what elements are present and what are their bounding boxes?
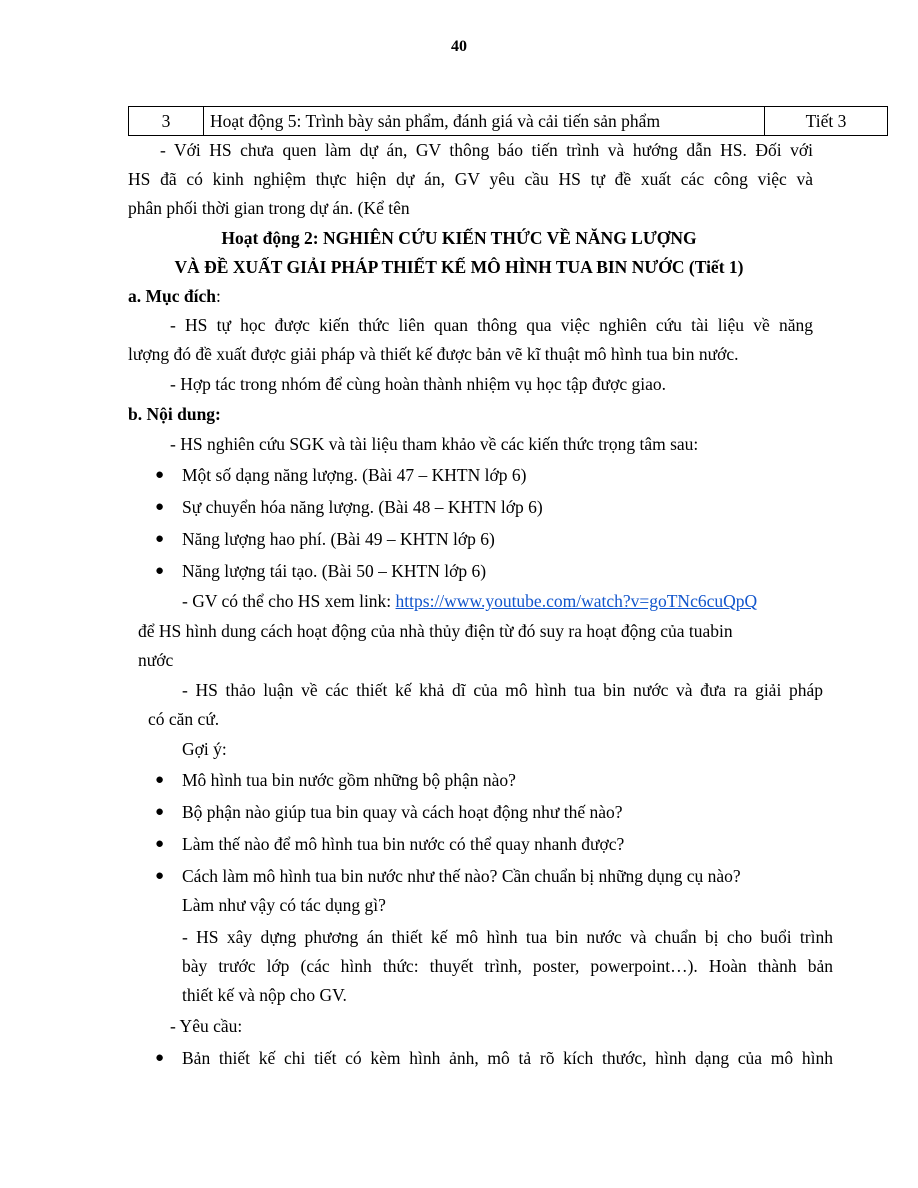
row-number: 3 [129,107,204,136]
topic-item: Năng lượng tái tạo. (Bài 50 – KHTN lớp 6) [182,561,487,581]
page-number: 40 [451,38,467,55]
topic-item: Năng lượng hao phí. (Bài 49 – KHTN lớp 6) [182,529,495,549]
purpose-line-3: - Hợp tác trong nhóm để cùng hoàn thành nhiệm vụ học tập được giao. [170,374,666,394]
plan-line-2: bày trước lớp (các hình thức: thuyết trình, poster, powerpoint…). Hoàn thành bản [182,956,833,976]
hint-item: Làm thế nào để mô hình tua bin nước có thể quay nhanh được? [182,834,625,854]
row-period: Tiết 3 [765,107,888,136]
purpose-heading [128,285,221,307]
bullet-icon: ● [155,836,165,852]
bullet-icon: ● [155,563,165,579]
purpose-line-2: lượng đó đề xuất được giải pháp và thiết kế được bản vẽ kĩ thuật mô hình tua bin nước. [128,344,739,364]
video-link-line [182,590,757,612]
plan-line-1: - HS xây dựng phương án thiết kế mô hình tua bin nước và chuẩn bị cho buổi trình [182,927,833,947]
topic-item: Một số dạng năng lượng. (Bài 47 – KHTN lớp 6) [182,465,527,485]
bullet-icon: ● [155,467,165,483]
bullet-icon: ● [155,772,165,788]
intro-line-1: - Với HS chưa quen làm dự án, GV thông báo tiến trình và hướng dẫn HS. Đối với [160,140,813,160]
plan-table-row [128,106,888,136]
activity-heading-line-1: Hoạt động 2: NGHIÊN CỨU KIẾN THỨC VỀ NĂNG LƯỢNG [221,228,697,248]
video-link-explain-1: để HS hình dung cách hoạt động của nhà thủy điện từ đó suy ra hoạt động của tuabin [138,621,733,641]
bullet-icon: ● [155,868,165,884]
hint-item: Cách làm mô hình tua bin nước như thế nào? Cần chuẩn bị những dụng cụ nào? [182,866,741,886]
content-heading: b. Nội dung: [128,404,221,424]
intro-line-2: HS đã có kinh nghiệm thực hiện dự án, GV yêu cầu HS tự đề xuất các công việc và [128,169,813,189]
video-link-explain-2: nước [138,650,174,670]
row-activity: Hoạt động 5: Trình bày sản phẩm, đánh giá và cải tiến sản phẩm [204,107,765,136]
hint-label: Gợi ý: [182,739,227,759]
purpose-label: a. Mục đích [128,286,216,306]
hint-item: Bộ phận nào giúp tua bin quay và cách hoạt động như thế nào? [182,802,623,822]
content-intro: - HS nghiên cứu SGK và tài liệu tham khảo về các kiến thức trọng tâm sau: [170,434,699,454]
hint-item: Mô hình tua bin nước gồm những bộ phận nào? [182,770,516,790]
bullet-icon: ● [155,531,165,547]
requirement-label: - Yêu cầu: [170,1016,243,1036]
discussion-line-2: có căn cứ. [148,709,220,729]
video-link[interactable]: https://www.youtube.com/watch?v=goTNc6cuQpQ [395,591,758,611]
intro-line-3: phân phối thời gian trong dự án. (Kể tên [128,198,410,218]
plan-line-3: thiết kế và nộp cho GV. [182,985,347,1005]
hint-item-continued: Làm như vậy có tác dụng gì? [182,895,386,915]
discussion-line-1: - HS thảo luận về các thiết kế khả dĩ của mô hình tua bin nước và đưa ra giải pháp [182,680,823,700]
bullet-icon: ● [155,1050,165,1066]
purpose-colon: : [216,286,221,306]
topic-item: Sự chuyển hóa năng lượng. (Bài 48 – KHTN lớp 6) [182,497,543,517]
requirement-item: Bản thiết kế chi tiết có kèm hình ảnh, mô tả rõ kích thước, hình dạng của mô hình [182,1048,833,1068]
activity-heading-line-2: VÀ ĐỀ XUẤT GIẢI PHÁP THIẾT KẾ MÔ HÌNH TUA BIN NƯỚC (Tiết 1) [174,257,744,277]
bullet-icon: ● [155,499,165,515]
bullet-icon: ● [155,804,165,820]
purpose-line-1: - HS tự học được kiến thức liên quan thông qua việc nghiên cứu tài liệu về năng [170,315,813,335]
video-link-prefix: - GV có thể cho HS xem link: [182,591,396,611]
